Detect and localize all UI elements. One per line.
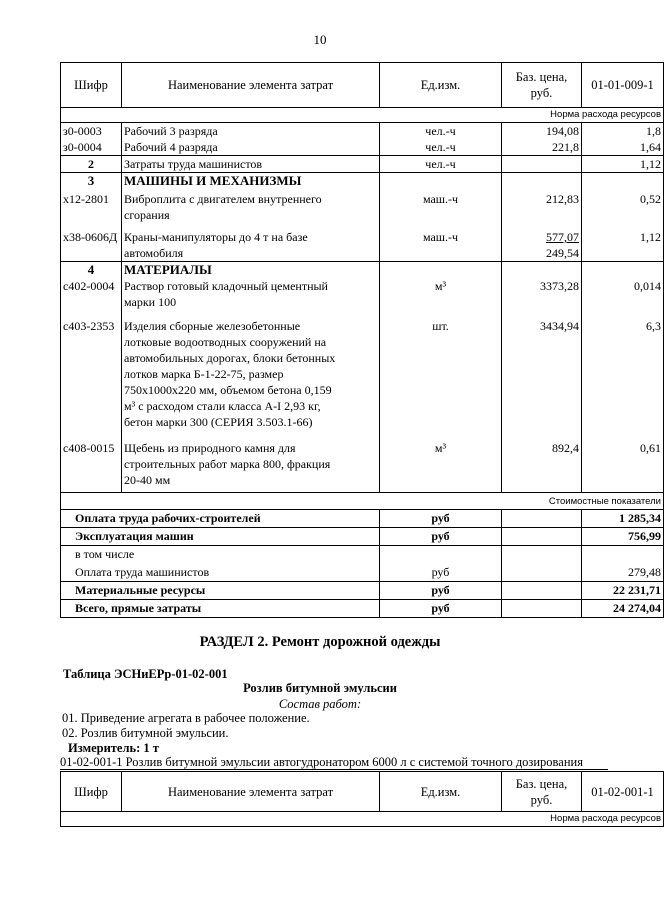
table-cell — [502, 229, 582, 262]
table-cell — [502, 156, 582, 173]
operation-item: 02. Розлив битумной эмульсии. — [62, 726, 229, 740]
table-cell — [582, 262, 664, 279]
table-cell — [502, 772, 582, 812]
cell-line: лотков марка Б-1-22-75, размер — [124, 367, 284, 381]
cell-line: Баз. цена, — [515, 70, 568, 84]
header-price — [502, 63, 582, 108]
table-header-row — [61, 63, 664, 108]
table-cell: руб — [380, 600, 502, 618]
table-row — [61, 229, 664, 262]
cell-line: 750х1000х220 мм, объемом бетона 0,159 — [124, 383, 332, 397]
header-name: Наименование элемента затрат — [122, 63, 380, 108]
table-row — [61, 123, 664, 140]
table-cell: 212,83 — [502, 189, 582, 229]
norm-code-line: 01-02-001-1 Розлив битумной эмульсии автогудронатором 6000 л с системой точного дозирования — [60, 755, 608, 770]
resource-table-2 — [60, 771, 664, 827]
table-cell: Всего, прямые затраты — [61, 600, 380, 618]
table-cell: с402-0004 — [61, 278, 122, 318]
table-title: Розлив битумной эмульсии — [243, 681, 397, 695]
table-cell: м³ — [380, 440, 502, 493]
table-cell: в том числе — [61, 546, 380, 564]
table-cell: з0-0003 — [61, 123, 122, 140]
table-cell: маш.-ч — [380, 229, 502, 262]
cell-line: Раствор готовый кладочный цементный — [124, 279, 328, 293]
table-cell: маш.-ч — [380, 189, 502, 229]
table-cell: 279,48 — [582, 564, 664, 582]
table-cell: чел.-ч — [380, 156, 502, 173]
table-cell: 4 — [61, 262, 122, 279]
table-cell: 6,3 — [582, 318, 664, 440]
norm-caption-row — [61, 108, 664, 123]
table-cell: 01-02-001-1 — [582, 772, 664, 812]
cell-line: 249,54 — [546, 246, 579, 260]
table-row — [61, 139, 664, 156]
table-cell: Ед.изм. — [380, 772, 502, 812]
table-cell: 1,12 — [582, 229, 664, 262]
cost-row — [61, 546, 664, 564]
table-cell: 22 231,71 — [582, 582, 664, 600]
cost-caption: Стоимостные показатели — [61, 493, 664, 510]
cell-line: 20-40 мм — [124, 473, 171, 487]
table-cell: чел.-ч — [380, 123, 502, 140]
table-cell — [380, 262, 502, 279]
table-cell — [122, 278, 380, 318]
table-row — [61, 440, 664, 493]
table-cell: 0,52 — [582, 189, 664, 229]
table-cell: Наименование элемента затрат — [122, 772, 380, 812]
resource-table — [60, 62, 664, 618]
cell-line: автомобиля — [124, 246, 184, 260]
table-cell: 24 274,04 — [582, 600, 664, 618]
table-cell: шт. — [380, 318, 502, 440]
table-cell: з0-0004 — [61, 139, 122, 156]
table-cell: м³ — [380, 278, 502, 318]
cost-row — [61, 564, 664, 582]
table-cell: 1 285,34 — [582, 510, 664, 528]
cell-line: 577,07 — [546, 230, 579, 244]
table-cell — [122, 318, 380, 440]
table-row — [61, 318, 664, 440]
measure: Измеритель: 1 т — [68, 741, 159, 755]
cell-line: Баз. цена, — [515, 776, 568, 791]
cell-line: марки 100 — [124, 295, 177, 309]
cell-line: м³ с расходом стали класса А-I 2,93 кг, — [124, 399, 321, 413]
table-cell — [502, 262, 582, 279]
table-cell — [502, 510, 582, 528]
table-name: Таблица ЭСНиЕРр-01-02-001 — [63, 667, 228, 681]
table-cell: руб — [380, 528, 502, 546]
cell-line: Изделия сборные железобетонные — [124, 319, 301, 333]
cell-line: лотковые водоотводных сооружений на — [124, 335, 327, 349]
cost-row — [61, 600, 664, 618]
table-cell: чел.-ч — [380, 139, 502, 156]
table-row — [61, 156, 664, 173]
table-cell — [582, 546, 664, 564]
table-cell: 194,08 — [502, 123, 582, 140]
table-cell: 0,014 — [582, 278, 664, 318]
page-number: 10 — [313, 32, 327, 47]
table-cell: Материальные ресурсы — [61, 582, 380, 600]
table-cell: Затраты труда машинистов — [122, 156, 380, 173]
cell-line: сгорания — [124, 208, 170, 222]
table-row — [61, 278, 664, 318]
cost-row — [61, 510, 664, 528]
table-cell: с408-0015 — [61, 440, 122, 493]
header-unit: Ед.изм. — [380, 63, 502, 108]
cell-line: Краны-манипуляторы до 4 т на базе — [124, 230, 308, 244]
table-cell: МАШИНЫ И МЕХАНИЗМЫ — [122, 173, 380, 190]
table-cell: 892,4 — [502, 440, 582, 493]
table-header-row — [61, 772, 664, 812]
table-cell — [502, 528, 582, 546]
table-cell: Оплата труда машинистов — [61, 564, 380, 582]
table-cell: Норма расхода ресурсов — [61, 812, 664, 827]
cell-line: бетон марки 300 (СЕРИЯ 3.503.1-66) — [124, 415, 313, 429]
table-cell: 1,8 — [582, 123, 664, 140]
table-cell: х38-0606Д — [61, 229, 122, 262]
table-cell — [122, 229, 380, 262]
table-cell — [380, 173, 502, 190]
cell-line: автомобильных дорогах, блоки бетонных — [124, 351, 336, 365]
table-cell: 3373,28 — [502, 278, 582, 318]
section-header-row — [61, 262, 664, 279]
table-cell: Рабочий 4 разряда — [122, 139, 380, 156]
cost-row — [61, 528, 664, 546]
table-cell — [122, 189, 380, 229]
cell-line: Виброплита с двигателем внутреннего — [124, 192, 322, 206]
table-cell: 2 — [61, 156, 122, 173]
table-cell: Оплата труда рабочих-строителей — [61, 510, 380, 528]
table-cell — [502, 173, 582, 190]
table-cell: 221,8 — [502, 139, 582, 156]
composition-heading: Состав работ: — [278, 697, 362, 711]
cell-line: руб. — [530, 86, 553, 100]
table-cell: 3 — [61, 173, 122, 190]
table-cell — [502, 564, 582, 582]
table-cell: 1,12 — [582, 156, 664, 173]
norm-caption: Норма расхода ресурсов — [61, 108, 664, 123]
table-cell: руб — [380, 564, 502, 582]
table-cell: 756,99 — [582, 528, 664, 546]
table-cell: х12-2801 — [61, 189, 122, 229]
table-cell — [502, 582, 582, 600]
section-header-row — [61, 173, 664, 190]
table-cell: 3434,94 — [502, 318, 582, 440]
table-cell: Рабочий 3 разряда — [122, 123, 380, 140]
cell-line: Щебень из природного камня для — [124, 441, 296, 455]
table-cell — [502, 546, 582, 564]
table-cell: руб — [380, 582, 502, 600]
header-code: Шифр — [61, 63, 122, 108]
table-cell: 0,61 — [582, 440, 664, 493]
table-cell: с403-2353 — [61, 318, 122, 440]
cost-caption-row — [61, 493, 664, 510]
table-cell: руб — [380, 510, 502, 528]
table-cell — [122, 440, 380, 493]
cell-line: руб. — [530, 792, 553, 807]
table-cell: 1,64 — [582, 139, 664, 156]
cell-line: строительных работ марка 800, фракция — [124, 457, 331, 471]
table-cell: Эксплуатация машин — [61, 528, 380, 546]
section-title: РАЗДЕЛ 2. Ремонт дорожной одежды — [199, 634, 441, 650]
table-cell: МАТЕРИАЛЫ — [122, 262, 380, 279]
header-norm-code: 01-01-009-1 — [582, 63, 664, 108]
table-cell — [502, 600, 582, 618]
cost-row — [61, 582, 664, 600]
operation-item: 01. Приведение агрегата в рабочее положение. — [62, 711, 310, 725]
table-cell — [380, 546, 502, 564]
table-row — [61, 189, 664, 229]
norm-caption-row — [61, 812, 664, 827]
table-cell — [582, 173, 664, 190]
table-cell: Шифр — [61, 772, 122, 812]
